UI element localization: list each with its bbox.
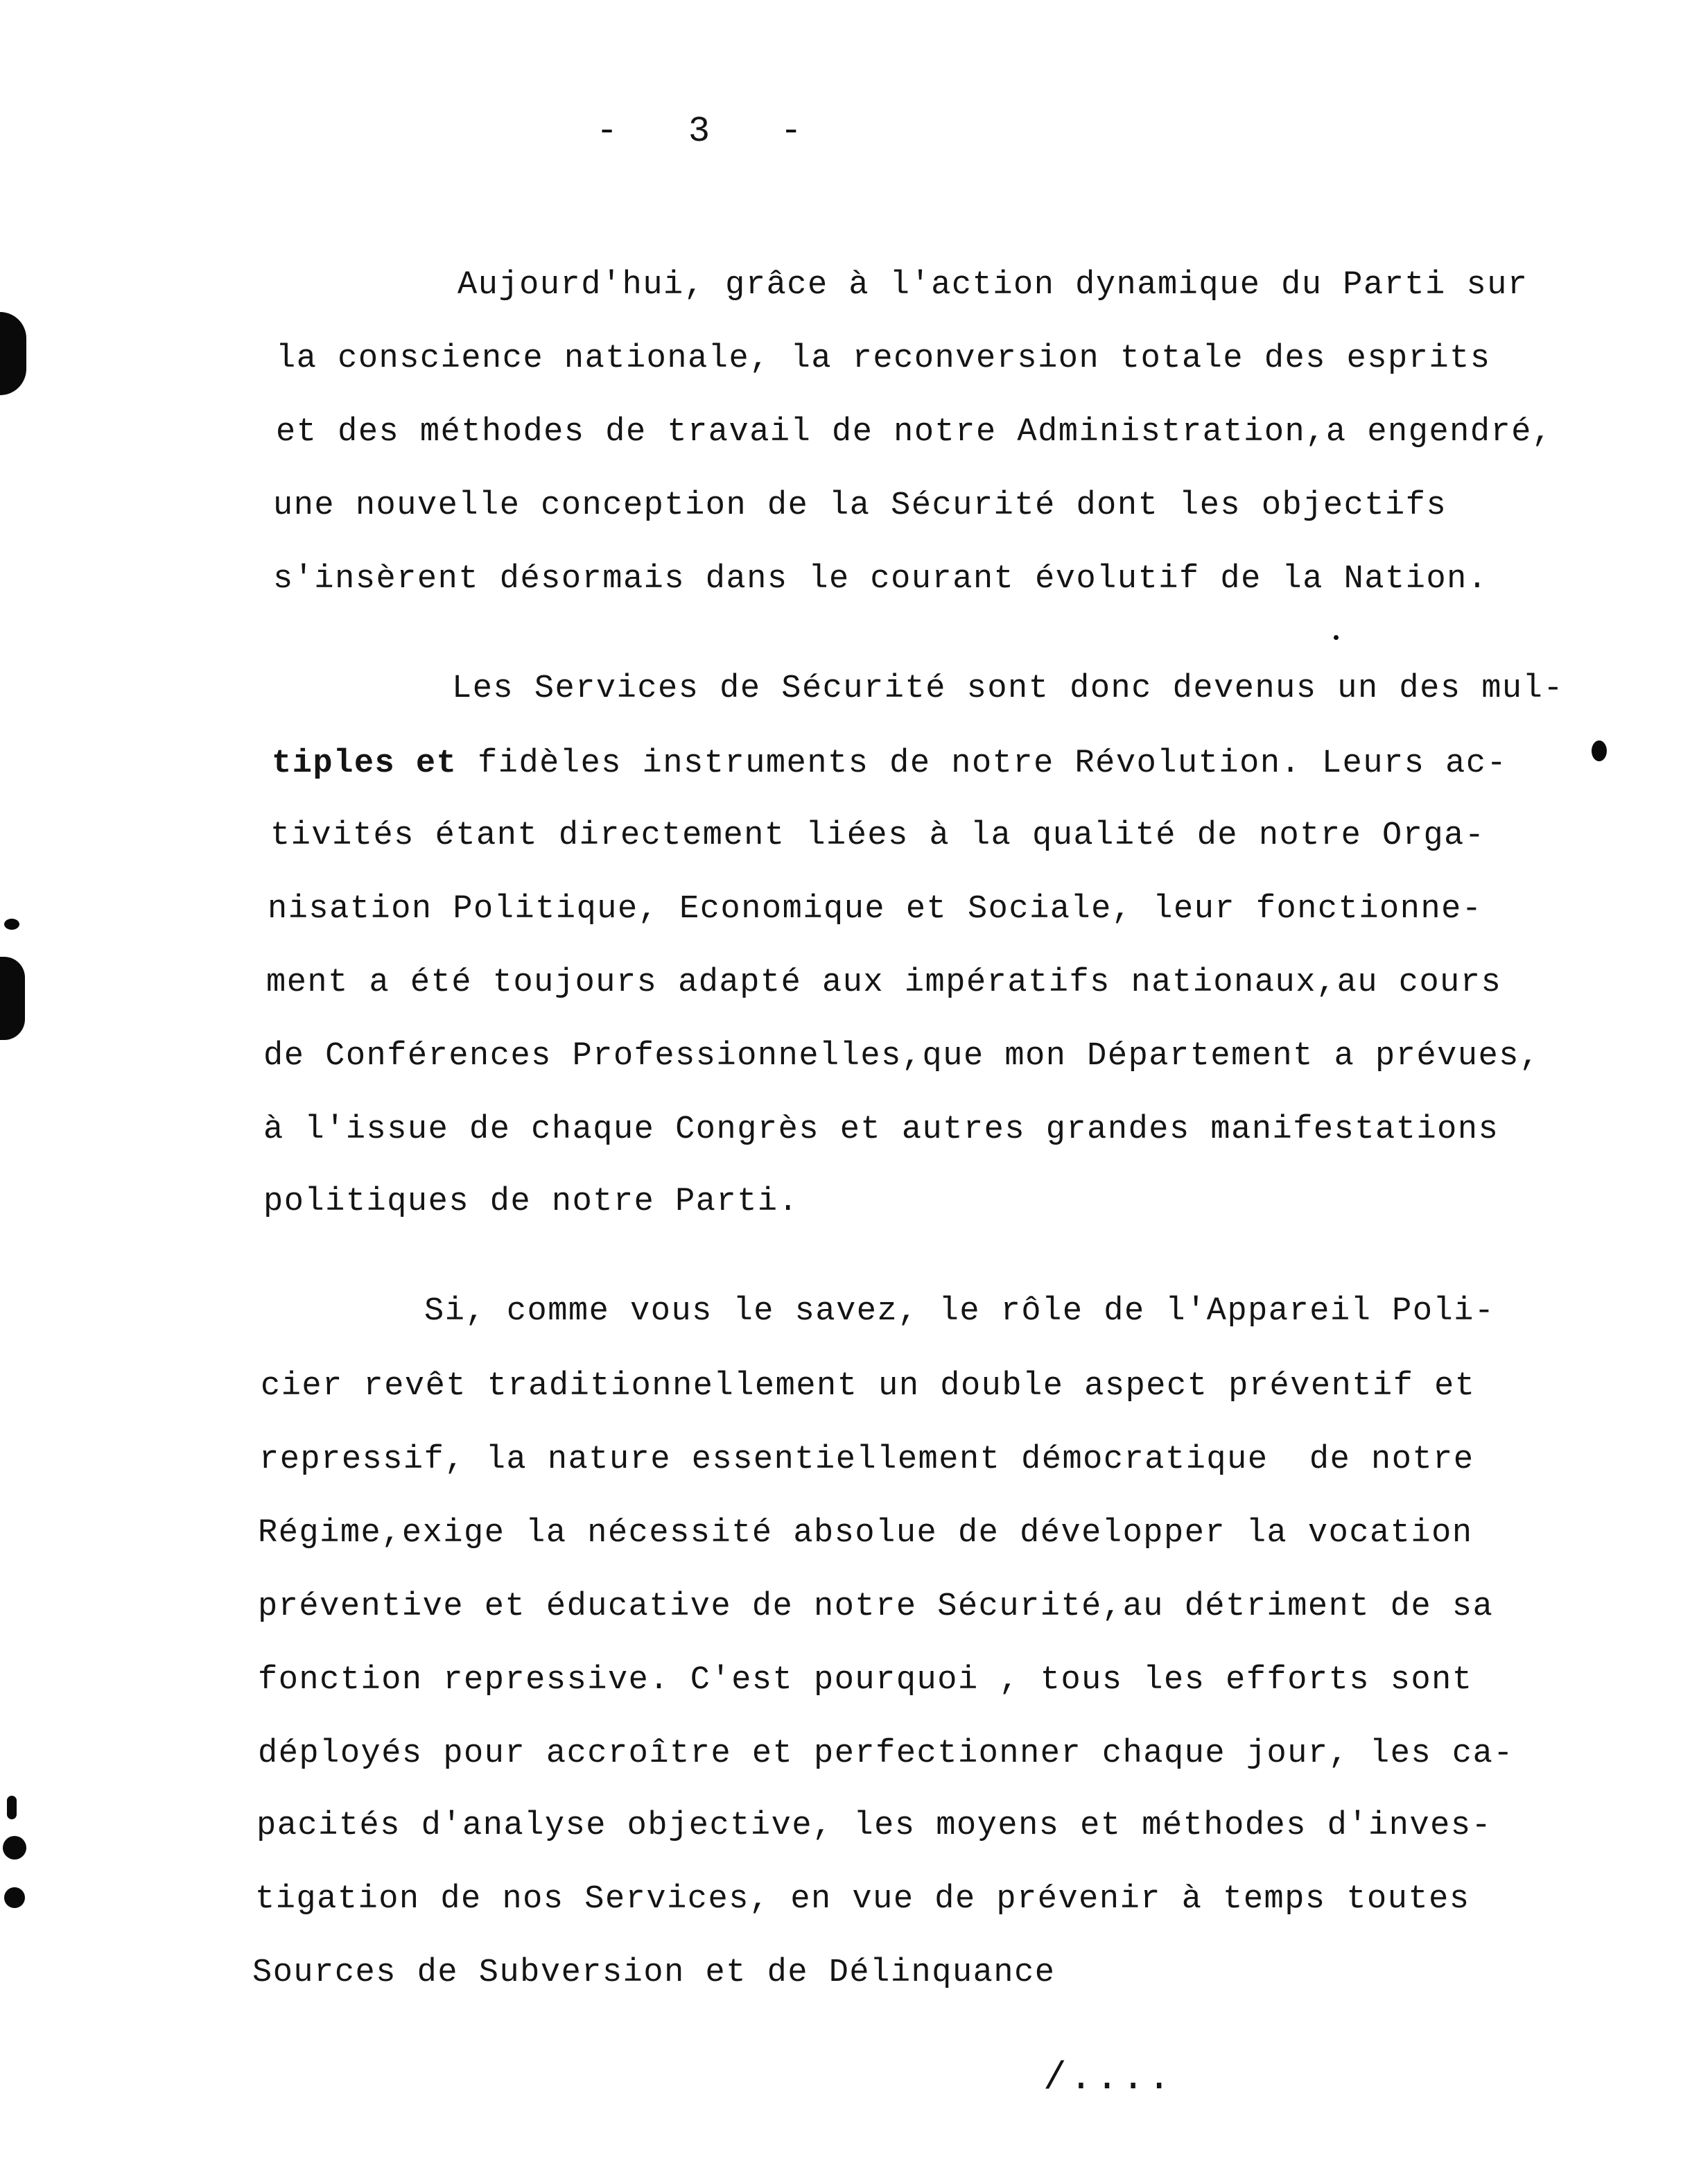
paragraph-1-line-5: s'insèrent désormais dans le courant évolutif de la Nation.: [273, 561, 1488, 598]
page-number: - 3 -: [596, 111, 803, 152]
paragraph-3-line-3: repressif, la nature essentiellement démocratique de notre: [259, 1441, 1474, 1478]
paragraph-2-line-6: de Conférences Professionnelles,que mon Département a prévues,: [263, 1038, 1540, 1075]
speck-mark-dot: [1334, 635, 1339, 640]
binder-mark-circle-1: [3, 1836, 26, 1860]
paragraph-1-line-1: Aujourd'hui, grâce à l'action dynamique du Parti sur: [458, 267, 1528, 304]
paragraph-3-line-1: Si, comme vous le savez, le rôle de l'Appareil Poli-: [424, 1293, 1495, 1330]
paragraph-1-line-4: une nouvelle conception de la Sécurité dont les objectifs: [273, 487, 1447, 524]
paragraph-1-line-3: et des méthodes de travail de notre Administration,a engendré,: [276, 414, 1553, 451]
continuation-mark: /....: [1043, 2056, 1174, 2100]
paragraph-2-line-7: à l'issue de chaque Congrès et autres grandes manifestations: [263, 1111, 1499, 1148]
binder-mark-small: [7, 1796, 17, 1819]
bold-text-run: tiples et: [272, 745, 458, 782]
paragraph-3-line-10: Sources de Subversion et de Délinquance: [252, 1955, 1056, 1991]
paragraph-1-line-2: la conscience nationale, la reconversion totale des esprits: [276, 340, 1491, 377]
paragraph-2-line-8: politiques de notre Parti.: [263, 1184, 799, 1220]
paragraph-3-line-6: fonction repressive. C'est pourquoi , tous les efforts sont: [258, 1662, 1473, 1699]
speck-mark-right: [1592, 740, 1607, 761]
binder-mark-middle: [0, 957, 25, 1040]
paragraph-2-line-2: tiples et fidèles instruments de notre Révolution. Leurs ac-: [272, 745, 1508, 782]
paragraph-2-line-1: Les Services de Sécurité sont donc devenus un des mul-: [452, 670, 1565, 707]
paragraph-3-line-5: préventive et éducative de notre Sécurité,au détriment de sa: [258, 1588, 1494, 1625]
paragraph-2-line-5: ment a été toujours adapté aux impératifs nationaux,au cours: [266, 964, 1502, 1001]
paragraph-3-line-2: cier revêt traditionnellement un double aspect préventif et: [261, 1368, 1476, 1405]
paragraph-2-line-3: tivités étant directement liées à la qualité de notre Orga-: [270, 817, 1485, 854]
binder-mark-dot: [4, 919, 19, 930]
paragraph-3-line-9: tigation de nos Services, en vue de prévenir à temps toutes: [255, 1881, 1470, 1918]
binder-mark-top: [0, 312, 26, 395]
paragraph-2-line-4: nisation Politique, Economique et Sociale, leur fonctionne-: [268, 891, 1483, 928]
paragraph-3-line-8: pacités d'analyse objective, les moyens et méthodes d'inves-: [256, 1808, 1492, 1844]
paragraph-3-line-4: Régime,exige la nécessité absolue de développer la vocation: [258, 1515, 1473, 1552]
paragraph-3-line-7: déployés pour accroître et perfectionner chaque jour, les ca-: [258, 1735, 1514, 1772]
binder-mark-circle-2: [4, 1887, 25, 1908]
